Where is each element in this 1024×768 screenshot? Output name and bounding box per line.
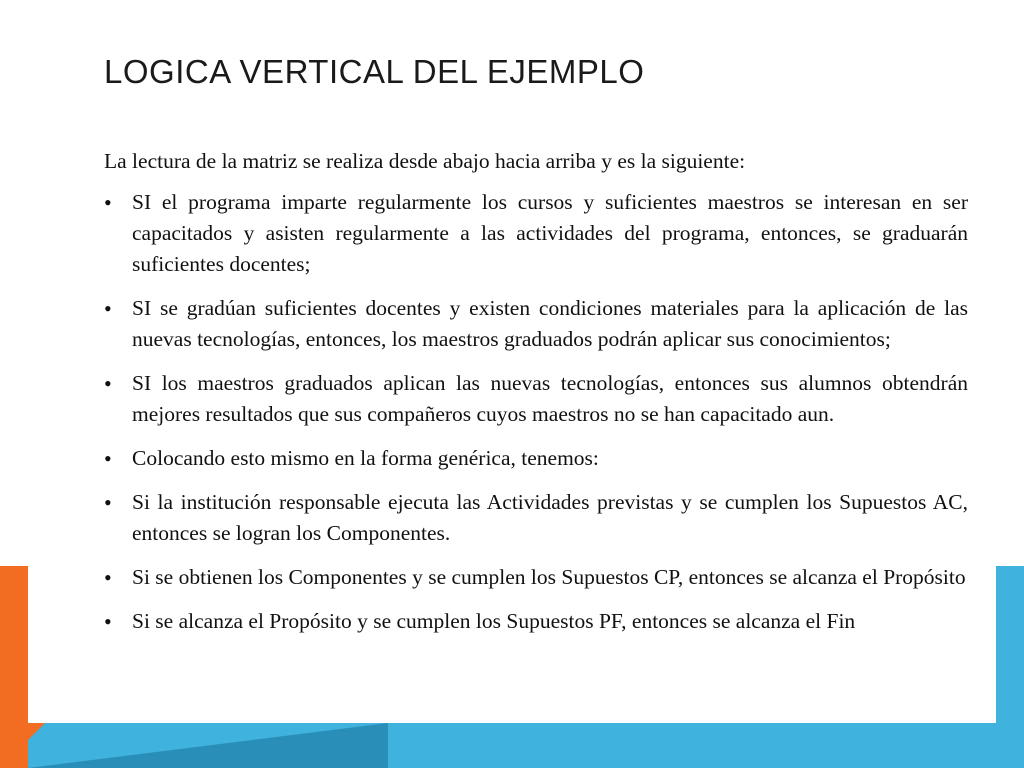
list-item bbox=[104, 606, 968, 637]
bullet-text: Si la institución responsable ejecuta las Actividades previstas y se cumplen los Supuestos AC, entonces se logran los Componentes. bbox=[132, 490, 968, 545]
bullet-text: SI los maestros graduados aplican las nuevas tecnologías, entonces sus alumnos obtendrán mejores resultados que sus compañeros cuyos maestros no se han capacitado aun. bbox=[132, 371, 968, 426]
bullet-text: Si se alcanza el Propósito y se cumplen los Supuestos PF, entonces se alcanza el Fin bbox=[132, 609, 856, 633]
bullet-icon: • bbox=[104, 565, 112, 590]
right-blue-bar bbox=[996, 566, 1024, 768]
bullet-text: Si se obtienen los Componentes y se cumplen los Supuestos CP, entonces se alcanza el Propósito bbox=[132, 565, 966, 589]
list-item bbox=[104, 368, 968, 430]
bullet-list bbox=[104, 187, 968, 637]
intro-text: La lectura de la matriz se realiza desde abajo hacia arriba y es la siguiente: bbox=[104, 149, 746, 173]
bullet-icon: • bbox=[104, 190, 112, 215]
list-item bbox=[104, 293, 968, 355]
bullet-text: SI se gradúan suficientes docentes y existen condiciones materiales para la aplicación de las nuevas tecnologías, entonces, los maestros graduados podrán aplicar sus conocimientos; bbox=[132, 296, 968, 351]
bullet-text: Colocando esto mismo en la forma genérica, tenemos: bbox=[132, 446, 599, 470]
bullet-icon: • bbox=[104, 609, 112, 634]
bullet-icon: • bbox=[104, 371, 112, 396]
slide-content bbox=[104, 146, 968, 650]
bullet-text: SI el programa imparte regularmente los cursos y suficientes maestros se interesan en ser capacitados y asisten regularmente a las actividades del programa, entonces, se graduarán suficientes docentes; bbox=[132, 190, 968, 276]
list-item bbox=[104, 443, 968, 474]
bottom-dark-wedge bbox=[28, 723, 388, 768]
bullet-icon: • bbox=[104, 296, 112, 321]
bullet-icon: • bbox=[104, 446, 112, 471]
list-item bbox=[104, 562, 968, 593]
slide-title: LOGICA VERTICAL DEL EJEMPLO bbox=[104, 53, 645, 90]
list-item bbox=[104, 487, 968, 549]
bullet-icon: • bbox=[104, 490, 112, 515]
list-item bbox=[104, 187, 968, 280]
